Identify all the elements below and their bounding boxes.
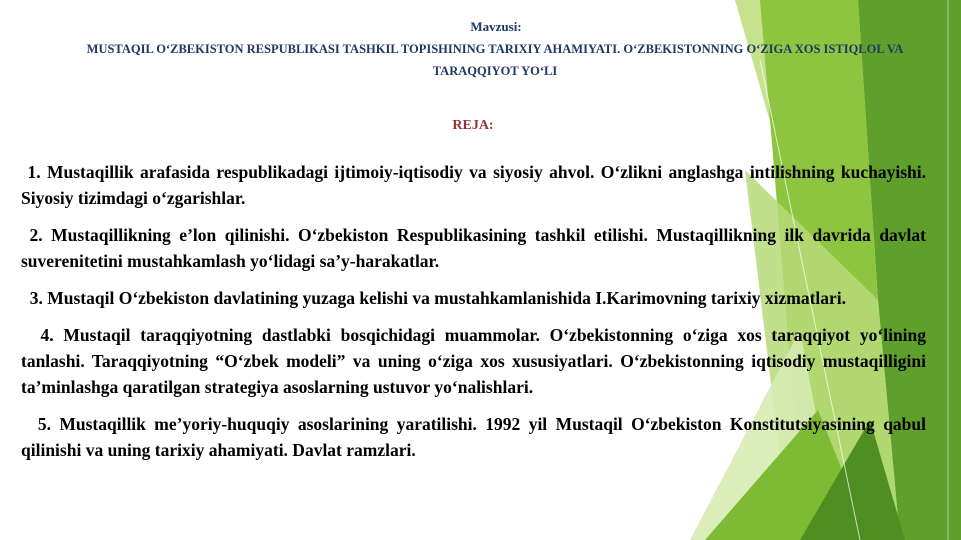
plan-item-2 (21, 222, 926, 274)
plan-item-text: Mustaqillik arafasida respublikadagi ijtimoiy-iqtisodiy va siyosiy ahvol. O‘zlikni anglashga intilishning kuchayishi. Siyosiy tizimdagi o‘zgarishlar. (21, 162, 926, 208)
plan-item-4 (21, 322, 926, 400)
plan-item-number: 1. (27, 162, 41, 182)
slide-title: MUSTAQIL O‘ZBEKISTON RESPUBLIKASI TASHKIL TOPISHINING TARIXIY AHAMIYATI. O‘ZBEKISTONNING O‘ZIGA XOS ISTIQLOL VA TARAQQIYOT YO‘LI (86, 42, 904, 78)
plan-item-text: Mustaqil taraqqiyotning dastlabki bosqichidagi muammolar. O‘zbekistonning o‘ziga xos taraqqiyot yo‘lining tanlashi. Taraqqiyotning “O‘zbek modeli” va uning o‘ziga xos xususiyatlari. O‘zbekistonning iqtisodiy mustaqilligini ta’minlashga qaratilgan strategiya asoslarning ustuvor yo‘nalishlari. (21, 325, 927, 397)
plan-item-text: Mustaqillikning e’lon qilinishi. O‘zbekiston Respublikasining tashkil etilishi. Mustaqillikning ilk davrida davlat suverenitetini mustahkamlash yo‘lidagi sa’y-harakatlar. (21, 225, 926, 271)
plan-item-3 (21, 285, 926, 311)
plan-item-text: Mustaqillik me’yoriy-huquqiy asoslarining yaratilishi. 1992 yil Mustaqil O‘zbekiston Konstitutsiyasining qabul qilinishi va uning tarixiy ahamiyati. Davlat ramzlari. (21, 414, 927, 460)
plan-item-number: 3. (29, 288, 43, 308)
plan-item-number: 4. (40, 325, 54, 345)
plan-item-text: Mustaqil O‘zbekiston davlatining yuzaga kelishi va mustahkamlanishida I.Karimovning tarixiy xizmatlari. (47, 288, 847, 308)
plan-label: REJA: (452, 118, 494, 133)
plan-item-number: 5. (37, 414, 51, 434)
plan-list (21, 159, 926, 474)
plan-item-1 (21, 159, 926, 211)
subject-label: Mavzusi: (470, 19, 522, 34)
plan-item-5 (21, 411, 926, 463)
plan-item-number: 2. (29, 225, 43, 245)
